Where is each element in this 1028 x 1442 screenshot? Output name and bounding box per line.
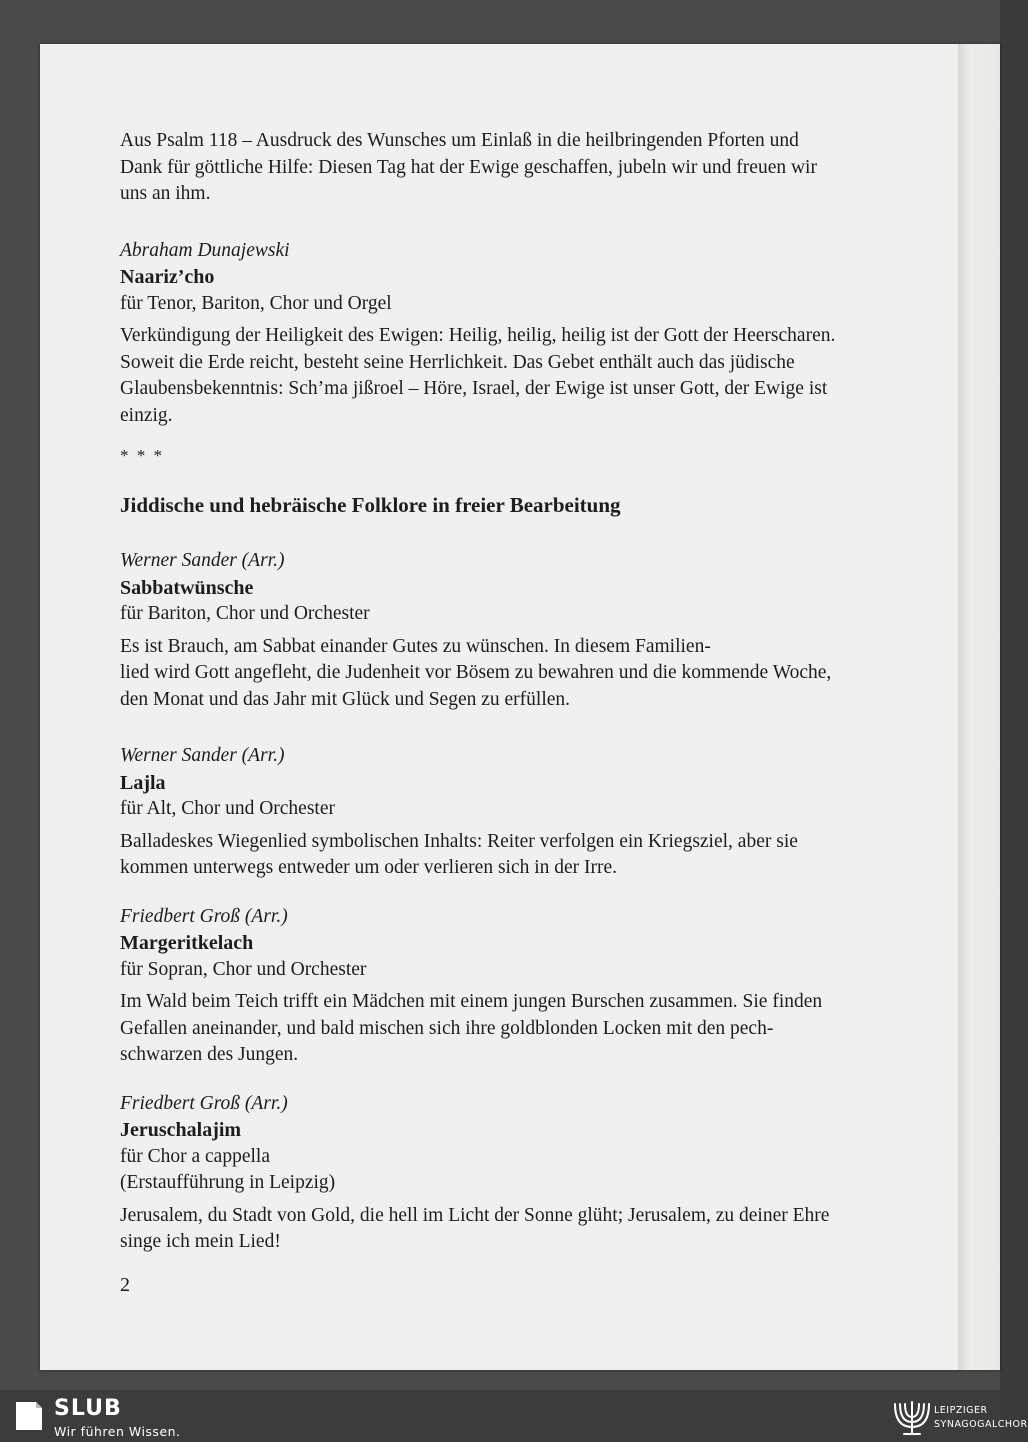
text-line: den Monat und das Jahr mit Glück und Segen zu erfüllen. (120, 688, 571, 710)
text-line: lied wird Gott angefleht, die Judenheit vor Bösem zu bewahren und die kommende Woche, (120, 662, 832, 683)
text-line: kommen unterwegs entweder um oder verlieren sich in der Irre. (120, 857, 618, 878)
piece-scoring: für Tenor, Bariton, Chor und Orgel (120, 292, 392, 314)
text-line: Gefallen aneinander, und bald mischen sich ihre goldblonden Locken mit den pech- (120, 1017, 774, 1039)
piece-naarizcho (120, 238, 880, 430)
composer-name: Friedbert Groß (Arr.) (120, 1092, 288, 1114)
composer-name: Werner Sander (Arr.) (120, 550, 285, 571)
piece-scoring: für Sopran, Chor und Orchester (120, 958, 367, 980)
piece-description (120, 323, 880, 429)
text-line: Glaubensbekenntnis: Sch’ma jißroel – Höre, Israel, der Ewige ist unser Gott, der Ewige ist (120, 378, 828, 399)
text-line: Verkündigung der Heiligkeit des Ewigen: Heilig, heilig, heilig ist der Gott der Heerscharen. (120, 325, 836, 346)
choir-name (934, 1404, 1028, 1432)
page-number: 2 (120, 1274, 130, 1296)
choir-name-line2: SYNAGOGALCHOR (934, 1419, 1028, 1430)
piece-description (120, 634, 880, 714)
piece-jeruschalajim (120, 1091, 880, 1256)
piece-scoring: für Alt, Chor und Orchester (120, 798, 335, 819)
library-tagline: Wir führen Wissen. (54, 1424, 181, 1439)
menorah-icon (892, 1396, 932, 1438)
text-line: Jerusalem, du Stadt von Gold, die hell im Licht der Sonne glüht; Jerusalem, zu deiner Ehre (120, 1204, 830, 1226)
section-separator: * * * (120, 446, 164, 465)
text-line: Balladeskes Wiegenlied symbolischen Inhalts: Reiter verfolgen ein Kriegsziel, aber sie (120, 830, 798, 852)
choir-name-line1: LEIPZIGER (934, 1405, 988, 1416)
text-line: Im Wald beim Teich trifft ein Mädchen mit einem jungen Burschen zusammen. Sie finden (120, 991, 823, 1012)
composer-name: Friedbert Groß (Arr.) (120, 905, 288, 927)
library-name[interactable]: SLUB (54, 1396, 122, 1421)
text-line: einzig. (120, 404, 173, 426)
text-line: Es ist Brauch, am Sabbat einander Gutes zu wünschen. In diesem Familien- (120, 635, 711, 657)
piece-title: Margeritkelach (120, 932, 254, 954)
text-line: uns an ihm. (120, 183, 211, 204)
piece-title: Lajla (120, 771, 166, 794)
piece-title: Naariz’cho (120, 266, 215, 288)
piece-scoring: für Bariton, Chor und Orchester (120, 603, 370, 624)
text-line: schwarzen des Jungen. (120, 1044, 299, 1065)
composer-name: Werner Sander (Arr.) (120, 745, 285, 766)
piece-description (120, 829, 880, 882)
page-content (120, 128, 880, 1256)
piece-margeritkelach (120, 904, 880, 1069)
text-line: Aus Psalm 118 – Ausdruck des Wunsches um Einlaß in die heilbringenden Pforten und (120, 130, 799, 151)
piece-description (120, 989, 880, 1069)
piece-lajla (120, 743, 880, 882)
piece-note: (Erstaufführung in Leipzig) (120, 1172, 336, 1193)
section-heading: Jiddische und hebräische Folklore in freier Bearbeitung (120, 492, 621, 517)
piece-title: Sabbatwünsche (120, 576, 254, 599)
text-line: Soweit die Erde reicht, besteht seine Herrlichkeit. Das Gebet enthält auch das jüdische (120, 351, 795, 373)
slub-logo-icon[interactable] (14, 1400, 44, 1432)
text-line: Dank für göttliche Hilfe: Diesen Tag hat der Ewige geschaffen, jubeln wir und freuen wir (120, 156, 817, 178)
piece-scoring: für Chor a cappella (120, 1145, 270, 1167)
intro-paragraph (120, 128, 880, 208)
composer-name: Abraham Dunajewski (120, 239, 290, 261)
facing-page-edge (958, 44, 1000, 1370)
piece-sabbatwuensche (120, 548, 880, 713)
piece-description (120, 1203, 880, 1256)
piece-title: Jeruschalajim (120, 1119, 242, 1141)
text-line: singe ich mein Lied! (120, 1231, 281, 1252)
